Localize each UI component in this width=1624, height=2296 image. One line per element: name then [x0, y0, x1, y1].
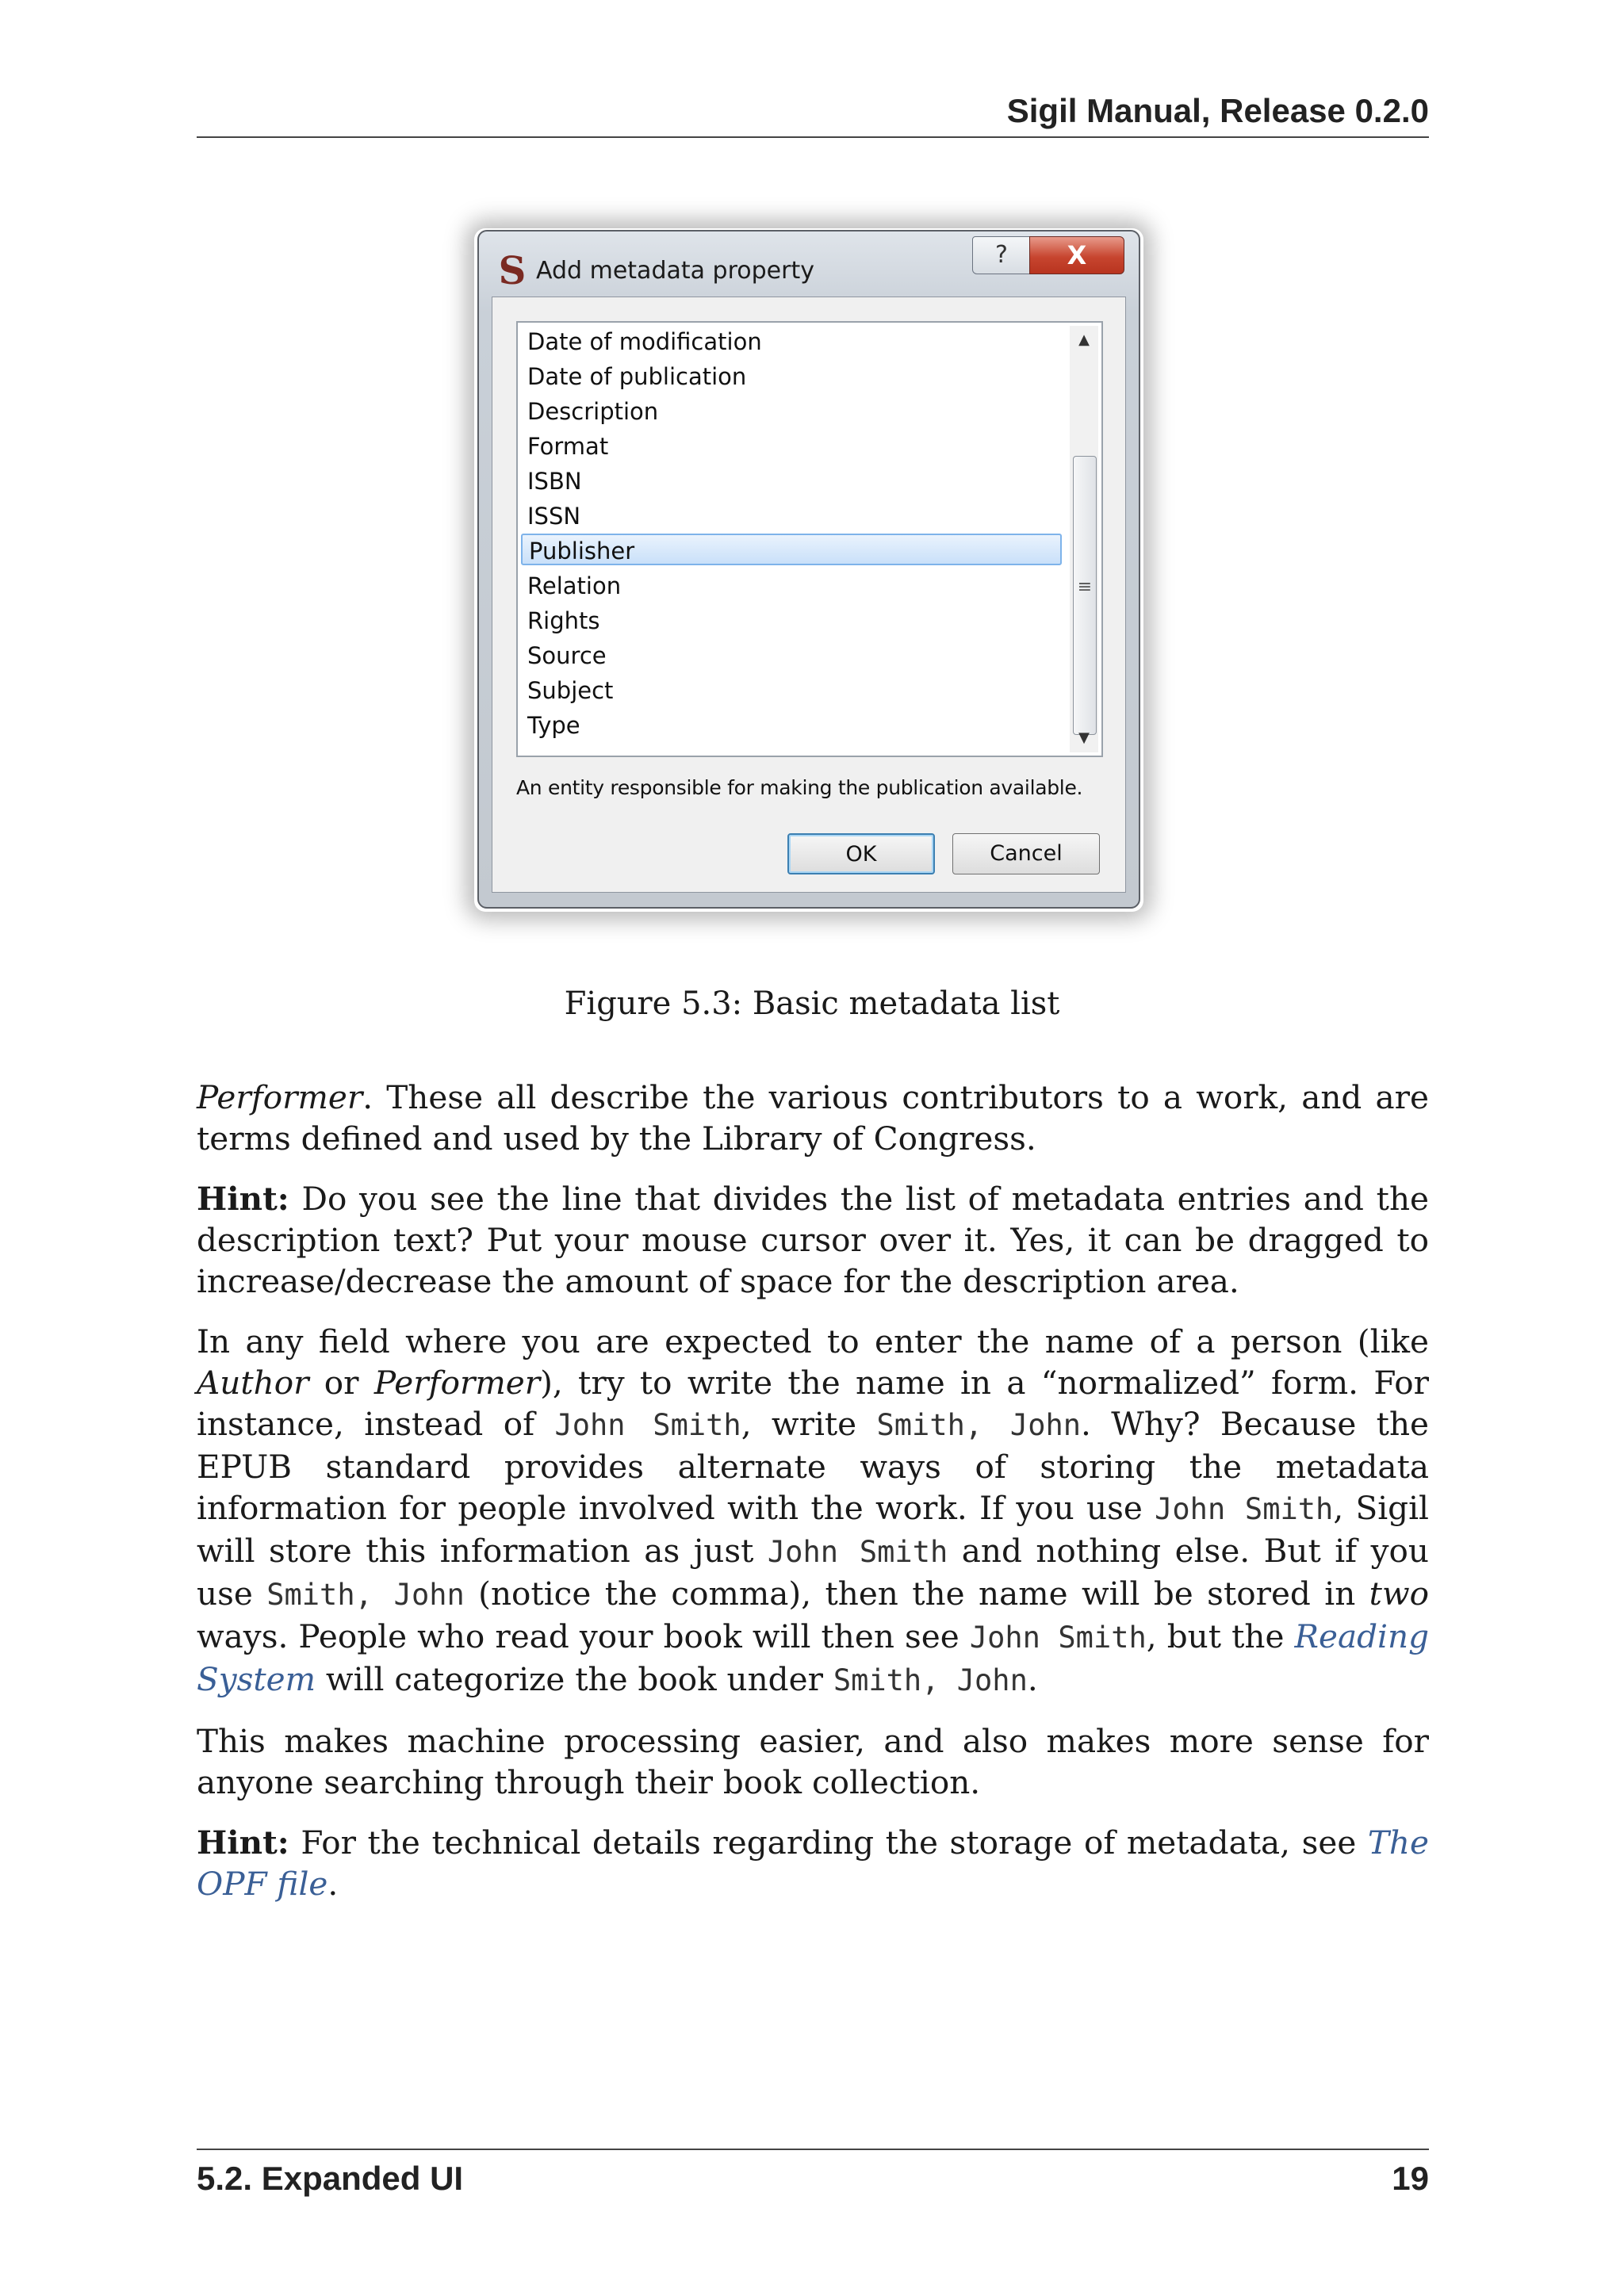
term: Performer	[197, 1078, 363, 1116]
list-item[interactable]: Source	[527, 642, 607, 669]
text: or	[308, 1364, 374, 1402]
add-metadata-dialog	[477, 230, 1140, 909]
list-item[interactable]: Description	[527, 398, 659, 425]
list-item[interactable]: Type	[527, 712, 580, 739]
text: and nothing else. But if you use	[197, 1532, 1429, 1613]
text: .	[1027, 1660, 1038, 1698]
body-text	[197, 1077, 1429, 1923]
text: In any field where you are expected to enter the name of a person (like	[197, 1322, 1429, 1360]
text: ways. People who read your book will then see	[197, 1617, 970, 1655]
paragraph	[197, 1720, 1429, 1803]
dialog-client-area	[492, 297, 1126, 893]
list-item[interactable]: ISBN	[527, 468, 582, 495]
text: Do you see the line that divides the list of metadata entries and the description text? Put your mouse cursor over it. Yes, it can be dragged to increase/decrease the amount of space for the description area.	[197, 1180, 1429, 1300]
hint-label: Hint:	[197, 1180, 289, 1218]
scroll-thumb[interactable]	[1073, 456, 1097, 735]
list-item[interactable]: Date of modification	[527, 328, 762, 355]
opf-file-link[interactable]: The OPF file	[197, 1823, 1429, 1903]
text: This makes machine processing easier, and also makes more sense for anyone searching through their book collection.	[197, 1722, 1429, 1801]
text: will categorize the book under	[316, 1660, 833, 1698]
scroll-up-arrow-icon[interactable]: ▲	[1078, 331, 1090, 348]
figure-caption: Figure 5.3: Basic metadata list	[564, 985, 1060, 1022]
text: .	[327, 1865, 339, 1903]
list-item[interactable]: Subject	[527, 677, 614, 704]
code: John Smith	[969, 1621, 1147, 1655]
vertical-scrollbar[interactable]	[1070, 326, 1098, 752]
text: . These all describe the various contributors to a work, and are terms defined and used by the Library of Congress.	[197, 1078, 1429, 1158]
reading-system-link[interactable]: Reading System	[197, 1617, 1429, 1698]
list-item[interactable]: Relation	[527, 572, 622, 599]
running-footer	[197, 2149, 1429, 2207]
text: . Why? Because the EPUB standard provides alternate ways of storing the metadata information for people involved with the work. If you use	[197, 1405, 1429, 1527]
page-number: 19	[1392, 2160, 1429, 2197]
help-button[interactable]: ?	[972, 236, 1031, 274]
list-item[interactable]: Rights	[527, 607, 600, 634]
code: John Smith	[767, 1535, 948, 1569]
text: For the technical details regarding the storage of metadata, see	[289, 1823, 1368, 1862]
text: (notice the comma), then the name will be stored in	[464, 1575, 1369, 1613]
code: John Smith	[1155, 1492, 1334, 1526]
list-item[interactable]: Date of publication	[527, 363, 747, 390]
paragraph	[197, 1077, 1429, 1159]
term: Performer	[373, 1364, 541, 1402]
paragraph	[197, 1321, 1429, 1701]
sigil-app-icon: S	[498, 249, 527, 293]
ok-button[interactable]: OK	[787, 833, 935, 874]
list-item[interactable]: ISSN	[527, 503, 581, 530]
close-button[interactable]: X	[1029, 236, 1124, 274]
metadata-property-list[interactable]	[516, 321, 1103, 757]
cancel-button[interactable]: Cancel	[952, 833, 1100, 874]
property-description: An entity responsible for making the publication available.	[516, 776, 1083, 799]
section-title: 5.2. Expanded UI	[197, 2160, 464, 2197]
code: Smith, John	[833, 1663, 1028, 1697]
text: , Sigil will store this information as just	[197, 1489, 1430, 1570]
text: , but the	[1146, 1617, 1295, 1655]
emphasis: two	[1369, 1575, 1429, 1613]
list-item-selected[interactable]: Publisher	[521, 534, 1062, 565]
code: Smith, John	[266, 1578, 465, 1612]
list-item[interactable]: Format	[527, 433, 609, 460]
dialog-title: Add metadata property	[536, 257, 814, 285]
code: John Smith	[554, 1408, 741, 1442]
hint-label: Hint:	[197, 1823, 289, 1862]
text: ), try to write the name in a “normalized” form. For instance, instead of	[197, 1364, 1429, 1443]
hint-paragraph	[197, 1822, 1429, 1904]
hint-paragraph	[197, 1178, 1429, 1302]
code: Smith, John	[876, 1408, 1082, 1442]
scroll-down-arrow-icon[interactable]: ▼	[1078, 729, 1090, 746]
text: , write	[741, 1405, 877, 1443]
running-header: Sigil Manual, Release 0.2.0	[197, 86, 1429, 138]
term: Author	[197, 1364, 309, 1402]
grip-icon: ≡	[1077, 577, 1093, 597]
